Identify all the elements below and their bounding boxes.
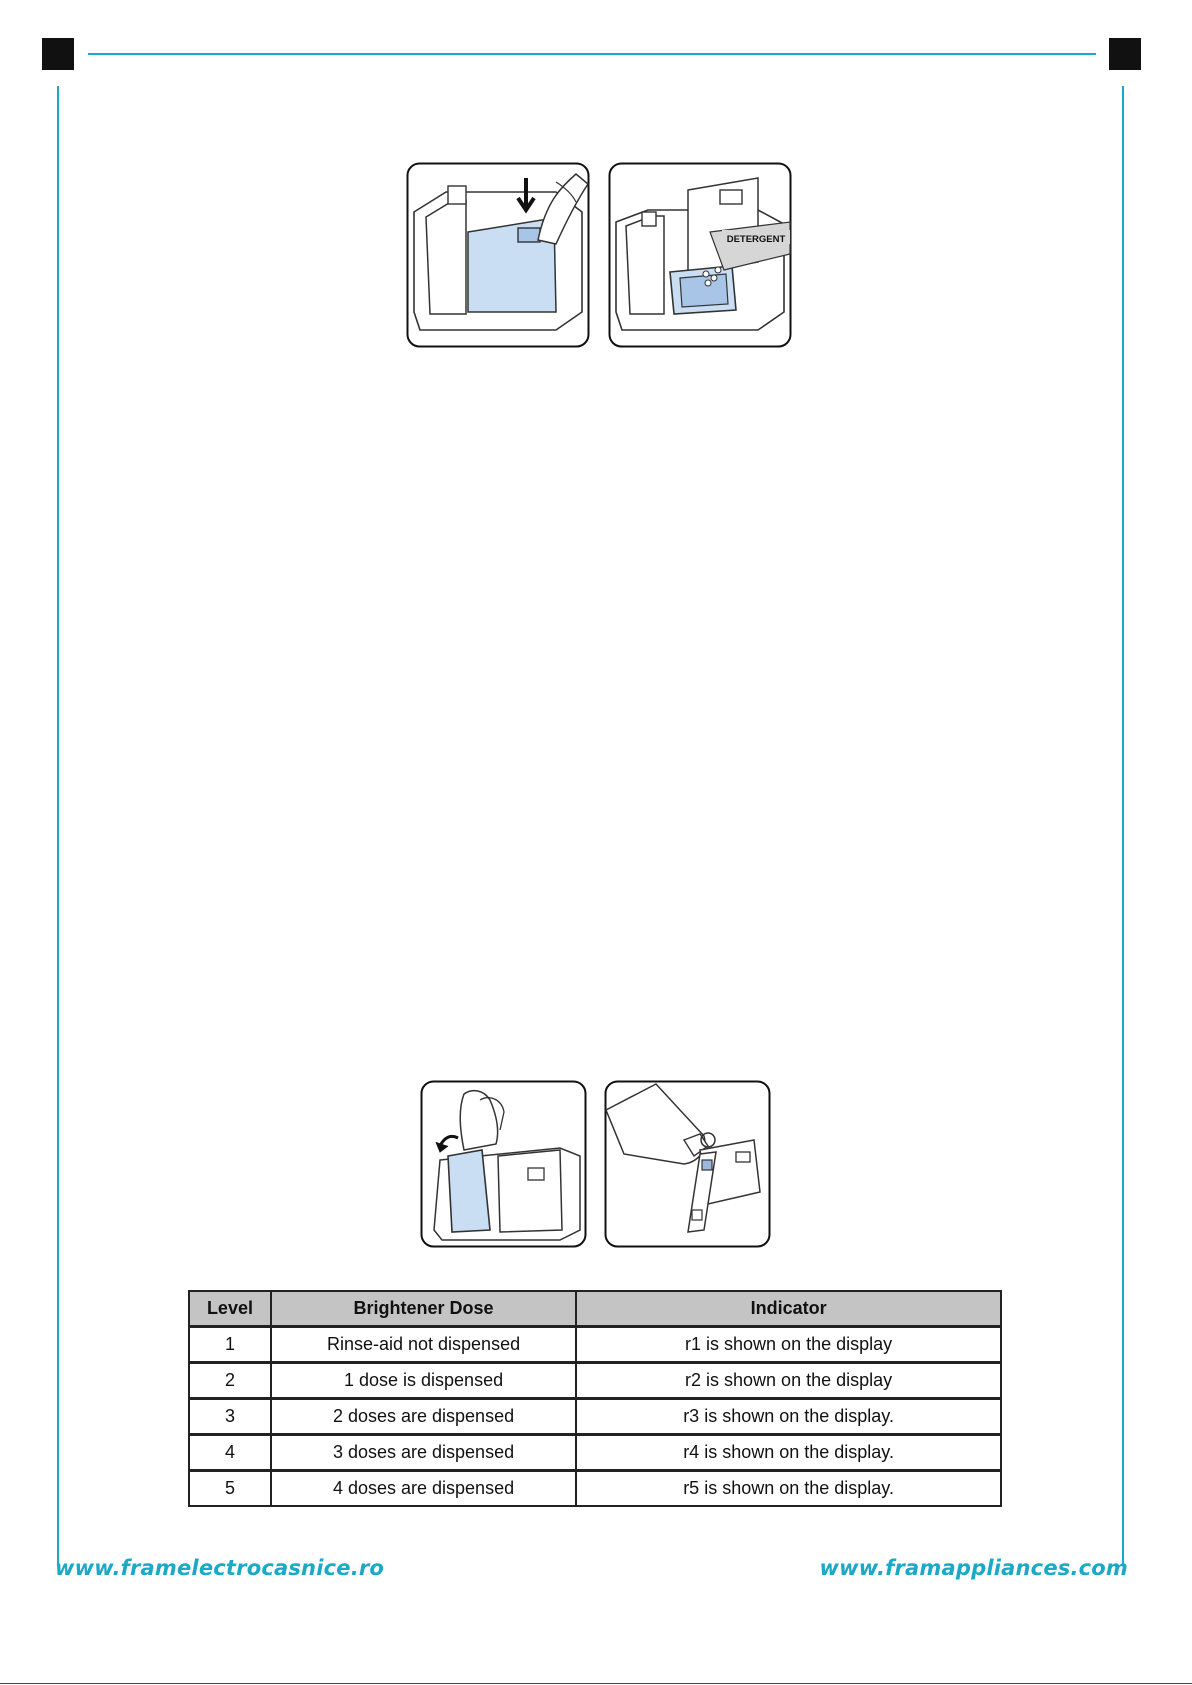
detergent-cover-open-icon bbox=[406, 162, 590, 348]
table-row bbox=[189, 1471, 1001, 1507]
table-row bbox=[189, 1327, 1001, 1363]
cell-indicator: r3 is shown on the display. bbox=[576, 1399, 1001, 1435]
top-rule bbox=[88, 53, 1096, 55]
cell-level: 3 bbox=[189, 1399, 271, 1435]
cell-dose: Rinse-aid not dispensed bbox=[271, 1327, 576, 1363]
header-level: Level bbox=[189, 1291, 271, 1327]
cell-level: 2 bbox=[189, 1363, 271, 1399]
table-row bbox=[189, 1399, 1001, 1435]
cell-indicator: r4 is shown on the display. bbox=[576, 1435, 1001, 1471]
brightener-dose-table bbox=[188, 1290, 1002, 1507]
right-rule bbox=[1122, 86, 1124, 1564]
footer-url-com[interactable]: www.framappliances.com bbox=[819, 1556, 1128, 1580]
rinse-aid-cap-open-icon bbox=[420, 1080, 587, 1248]
cell-dose: 2 doses are dispensed bbox=[271, 1399, 576, 1435]
table-header-row bbox=[189, 1291, 1001, 1327]
cell-level: 4 bbox=[189, 1435, 271, 1471]
cell-indicator: r5 is shown on the display. bbox=[576, 1471, 1001, 1507]
header-indicator: Indicator bbox=[576, 1291, 1001, 1327]
detergent-label: DETERGENT bbox=[726, 234, 786, 245]
table-row bbox=[189, 1363, 1001, 1399]
bottom-edge bbox=[0, 1683, 1192, 1684]
footer-url-ro[interactable]: www.framelectrocasnice.ro bbox=[55, 1556, 385, 1580]
cell-indicator: r2 is shown on the display bbox=[576, 1363, 1001, 1399]
cell-indicator: r1 is shown on the display bbox=[576, 1327, 1001, 1363]
cell-dose: 3 doses are dispensed bbox=[271, 1435, 576, 1471]
detergent-cup-icon bbox=[608, 162, 792, 348]
left-rule bbox=[57, 86, 59, 1564]
table-row bbox=[189, 1435, 1001, 1471]
cell-level: 1 bbox=[189, 1327, 271, 1363]
cell-level: 5 bbox=[189, 1471, 271, 1507]
header-brightener-dose: Brightener Dose bbox=[271, 1291, 576, 1327]
corner-mark-left bbox=[42, 38, 74, 70]
rinse-aid-pour-icon bbox=[604, 1080, 771, 1248]
cell-dose: 1 dose is dispensed bbox=[271, 1363, 576, 1399]
corner-mark-right bbox=[1109, 38, 1141, 70]
cell-dose: 4 doses are dispensed bbox=[271, 1471, 576, 1507]
